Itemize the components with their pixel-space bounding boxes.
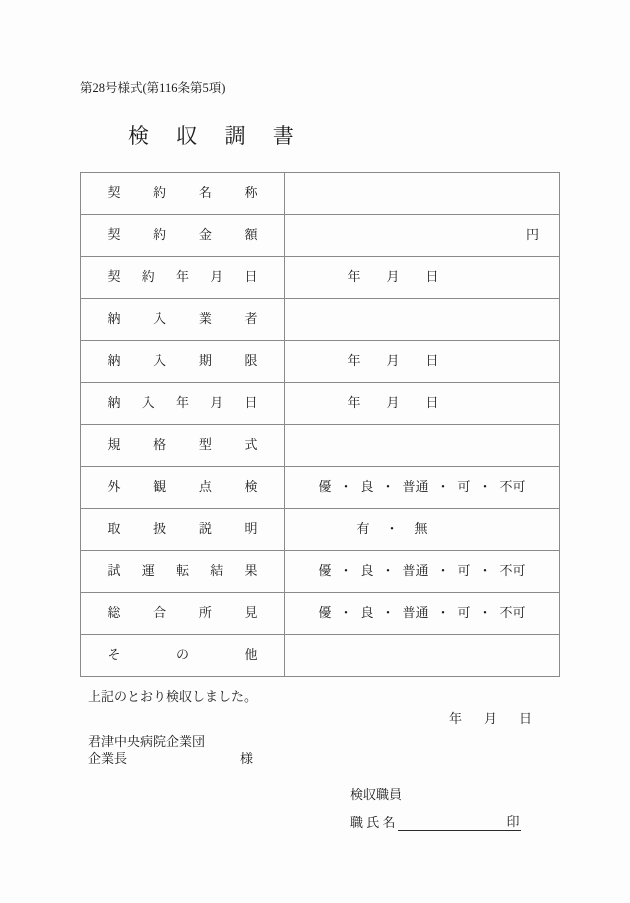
row-label: その他: [107, 647, 258, 663]
table-row: [81, 635, 560, 677]
option-choice[interactable]: 優: [318, 563, 332, 579]
date-day-marker: 日: [425, 395, 439, 411]
signature-row: [350, 811, 521, 831]
option-separator: ・: [381, 479, 395, 495]
signature-input-line[interactable]: [398, 815, 506, 831]
organization-role: 企業長: [88, 751, 128, 766]
option-separator: ・: [478, 605, 492, 621]
row-label: 規格型式: [107, 437, 258, 453]
table-row: [81, 299, 560, 341]
row-label-cell: [81, 257, 285, 299]
table-row: [81, 551, 560, 593]
option-separator: ・: [478, 563, 492, 579]
row-label-cell: [81, 173, 285, 215]
option-choice[interactable]: 可: [457, 605, 471, 621]
row-label-cell: [81, 299, 285, 341]
option-choice[interactable]: 普通: [402, 479, 429, 495]
table-row: [81, 257, 560, 299]
table-row: [81, 383, 560, 425]
option-separator: ・: [436, 605, 450, 621]
option-choice[interactable]: 普通: [402, 563, 429, 579]
row-label-cell: [81, 551, 285, 593]
table-row: [81, 341, 560, 383]
table-row: [81, 425, 560, 467]
seal-mark: 印: [506, 811, 521, 831]
option-choice[interactable]: 不可: [499, 563, 526, 579]
footer-date-month: 月: [484, 711, 498, 726]
form-code: 第28号様式(第116条第5項): [80, 81, 226, 95]
footer-date-day: 日: [519, 711, 533, 726]
table-row: [81, 215, 560, 257]
option-separator: ・: [436, 479, 450, 495]
row-value-cell[interactable]: [285, 299, 560, 341]
footer-date: [449, 708, 532, 727]
table-row: [81, 467, 560, 509]
row-label-cell: [81, 509, 285, 551]
row-label-cell: [81, 593, 285, 635]
grade-options: [285, 480, 559, 494]
row-label: 契約年月日: [107, 269, 258, 285]
option-choice[interactable]: 優: [318, 605, 332, 621]
option-choice[interactable]: 可: [457, 563, 471, 579]
row-label: 納入年月日: [107, 395, 258, 411]
row-value-cell[interactable]: [285, 425, 560, 467]
inspector-title: 検収職員: [350, 787, 403, 802]
table-row: [81, 173, 560, 215]
option-separator: ・: [385, 521, 399, 537]
row-label-cell: [81, 425, 285, 467]
grade-options: [285, 606, 559, 620]
date-year-marker: 年: [347, 395, 361, 411]
footer-date-year: 年: [449, 711, 463, 726]
date-month-marker: 月: [386, 353, 400, 369]
inspection-form-table: [80, 172, 560, 677]
confirmation-statement: 上記のとおり検収しました。: [88, 689, 258, 704]
row-label: 取扱説明: [107, 521, 258, 537]
row-label: 総合所見: [107, 605, 258, 621]
date-year-marker: 年: [347, 353, 361, 369]
date-month-marker: 月: [386, 269, 400, 285]
signature-label: 職 氏 名: [350, 815, 396, 830]
table-body: [81, 173, 560, 677]
row-label: 納入期限: [107, 353, 258, 369]
page-title: 検 収 調 書: [128, 124, 305, 148]
option-separator: ・: [339, 563, 353, 579]
row-label-cell: [81, 341, 285, 383]
option-choice[interactable]: 無: [414, 521, 428, 537]
option-separator: ・: [339, 605, 353, 621]
date-placeholder: [285, 354, 559, 368]
row-label-cell: [81, 383, 285, 425]
row-label: 外観点検: [107, 479, 258, 495]
date-month-marker: 月: [386, 395, 400, 411]
organization-name: 君津中央病院企業団: [88, 734, 206, 749]
row-label-cell: [81, 467, 285, 509]
option-choice[interactable]: 不可: [499, 479, 526, 495]
row-value-cell[interactable]: [285, 173, 560, 215]
option-separator: ・: [381, 563, 395, 579]
row-value-cell[interactable]: [285, 383, 560, 425]
option-separator: ・: [436, 563, 450, 579]
option-choice[interactable]: 良: [360, 479, 374, 495]
row-label-cell: [81, 215, 285, 257]
row-label: 契約金額: [107, 227, 258, 243]
table-row: [81, 509, 560, 551]
date-placeholder: [285, 396, 559, 410]
option-choice[interactable]: 不可: [499, 605, 526, 621]
option-separator: ・: [381, 605, 395, 621]
option-choice[interactable]: 良: [360, 563, 374, 579]
row-label: 試運転結果: [107, 563, 258, 579]
option-choice[interactable]: 可: [457, 479, 471, 495]
row-label: 契約名称: [107, 185, 258, 201]
row-value-cell[interactable]: [285, 341, 560, 383]
option-separator: ・: [339, 479, 353, 495]
table-row: [81, 593, 560, 635]
date-placeholder: [285, 270, 559, 284]
row-value-cell[interactable]: [285, 635, 560, 677]
row-value-cell[interactable]: [285, 593, 560, 635]
yesno-options: [285, 522, 559, 536]
option-choice[interactable]: 良: [360, 605, 374, 621]
date-day-marker: 日: [425, 269, 439, 285]
organization-honorific: 様: [240, 751, 254, 766]
option-choice[interactable]: 優: [318, 479, 332, 495]
row-value-cell[interactable]: [285, 215, 560, 257]
option-separator: ・: [478, 479, 492, 495]
currency-unit: 円: [525, 227, 539, 243]
row-value-cell[interactable]: [285, 257, 560, 299]
date-day-marker: 日: [425, 353, 439, 369]
date-year-marker: 年: [347, 269, 361, 285]
row-value-cell[interactable]: [285, 467, 560, 509]
row-value-cell[interactable]: [285, 551, 560, 593]
grade-options: [285, 564, 559, 578]
row-value-cell[interactable]: [285, 509, 560, 551]
row-label: 納入業者: [107, 311, 258, 327]
option-choice[interactable]: 有: [356, 521, 370, 537]
row-label-cell: [81, 635, 285, 677]
option-choice[interactable]: 普通: [402, 605, 429, 621]
